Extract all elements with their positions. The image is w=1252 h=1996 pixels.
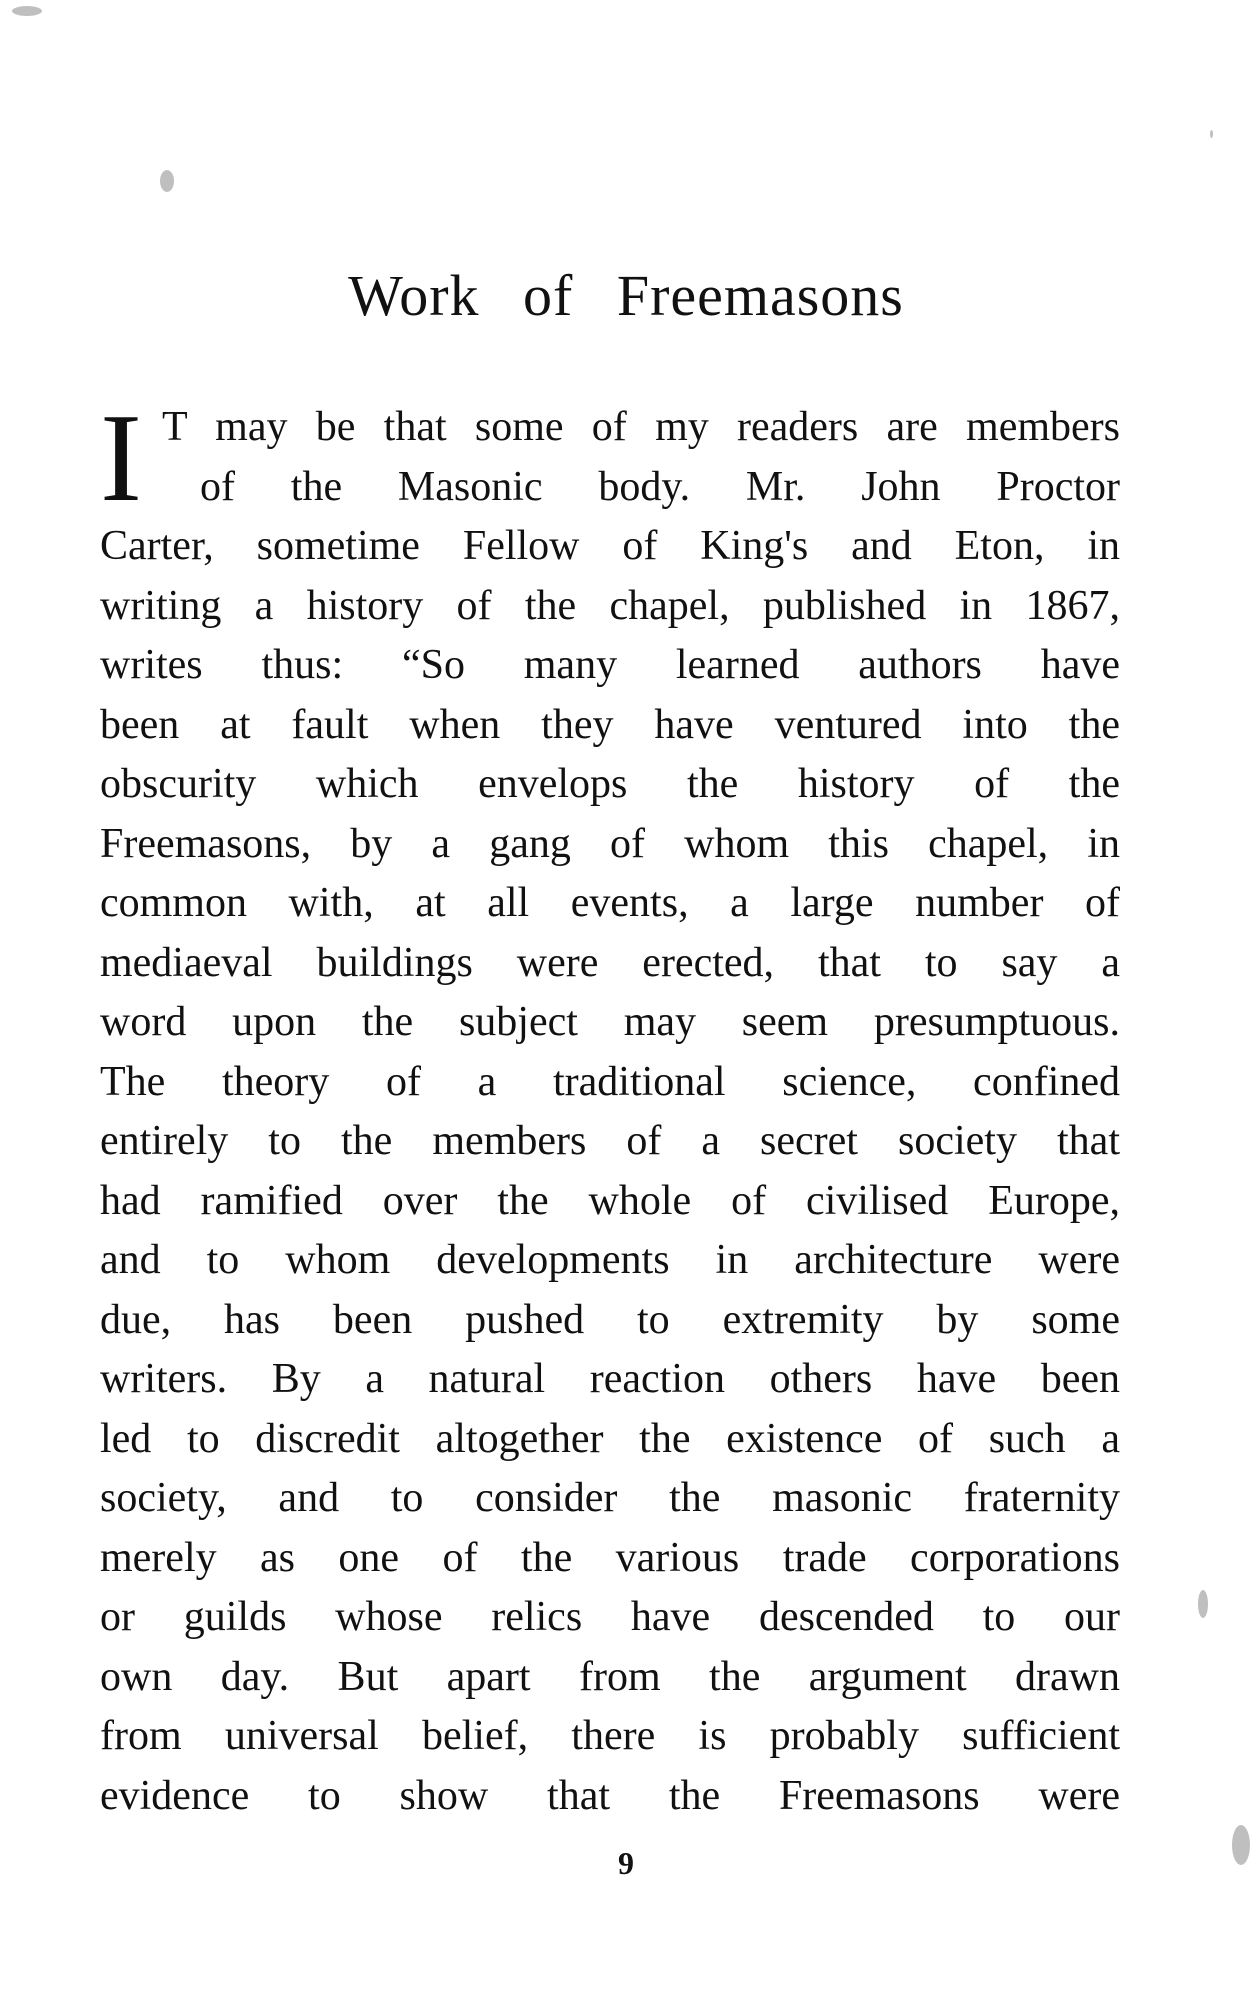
text-line: writes thus: “So many learned authors have (100, 642, 1120, 688)
text-line: word upon the subject may seem presumptuous. (100, 999, 1120, 1045)
text-line: had ramified over the whole of civilised Europe, (100, 1177, 1120, 1224)
text-line: Freemasons, by a gang of whom this chapel, in (100, 820, 1120, 867)
text-line: entirely to the members of a secret society that (100, 1118, 1120, 1164)
text-line: from universal belief, there is probably sufficient (100, 1713, 1120, 1759)
body-paragraph (100, 389, 1120, 1826)
text-line: The theory of a traditional science, confined (100, 1058, 1120, 1105)
scan-speck (1210, 130, 1213, 138)
text-line: and to whom developments in architecture were (100, 1237, 1120, 1283)
page-title: Work of Freemasons (348, 263, 904, 328)
text-line: common with, at all events, a large number of (100, 880, 1120, 926)
text-line: T may be that some of my readers are members (162, 404, 1120, 450)
text-line: obscurity which envelops the history of the (100, 761, 1120, 807)
scan-speck (160, 170, 174, 192)
scan-speck (12, 6, 42, 16)
text-line: writing a history of the chapel, published in 1867, (100, 582, 1120, 629)
scan-speck (1198, 1590, 1208, 1618)
text-line: Carter, sometime Fellow of King's and Eton, in (100, 523, 1120, 569)
text-line: society, and to consider the masonic fraternity (100, 1475, 1120, 1521)
text-line: or guilds whose relics have descended to our (100, 1594, 1120, 1640)
drop-cap: I (100, 389, 142, 528)
text-line: led to discredit altogether the existence of such a (100, 1415, 1120, 1462)
text-line: own day. But apart from the argument drawn (100, 1653, 1120, 1700)
text-line: evidence to show that the Freemasons were (100, 1772, 1120, 1819)
text-line: mediaeval buildings were erected, that to say a (100, 939, 1120, 986)
page-number: 9 (618, 1845, 634, 1881)
text-line: writers. By a natural reaction others have been (100, 1356, 1120, 1402)
text-line: been at fault when they have ventured into the (100, 701, 1120, 748)
text-line: due, has been pushed to extremity by some (100, 1296, 1120, 1343)
text-line: of the Masonic body. Mr. John Proctor (200, 463, 1120, 510)
text-line: merely as one of the various trade corporations (100, 1534, 1120, 1581)
